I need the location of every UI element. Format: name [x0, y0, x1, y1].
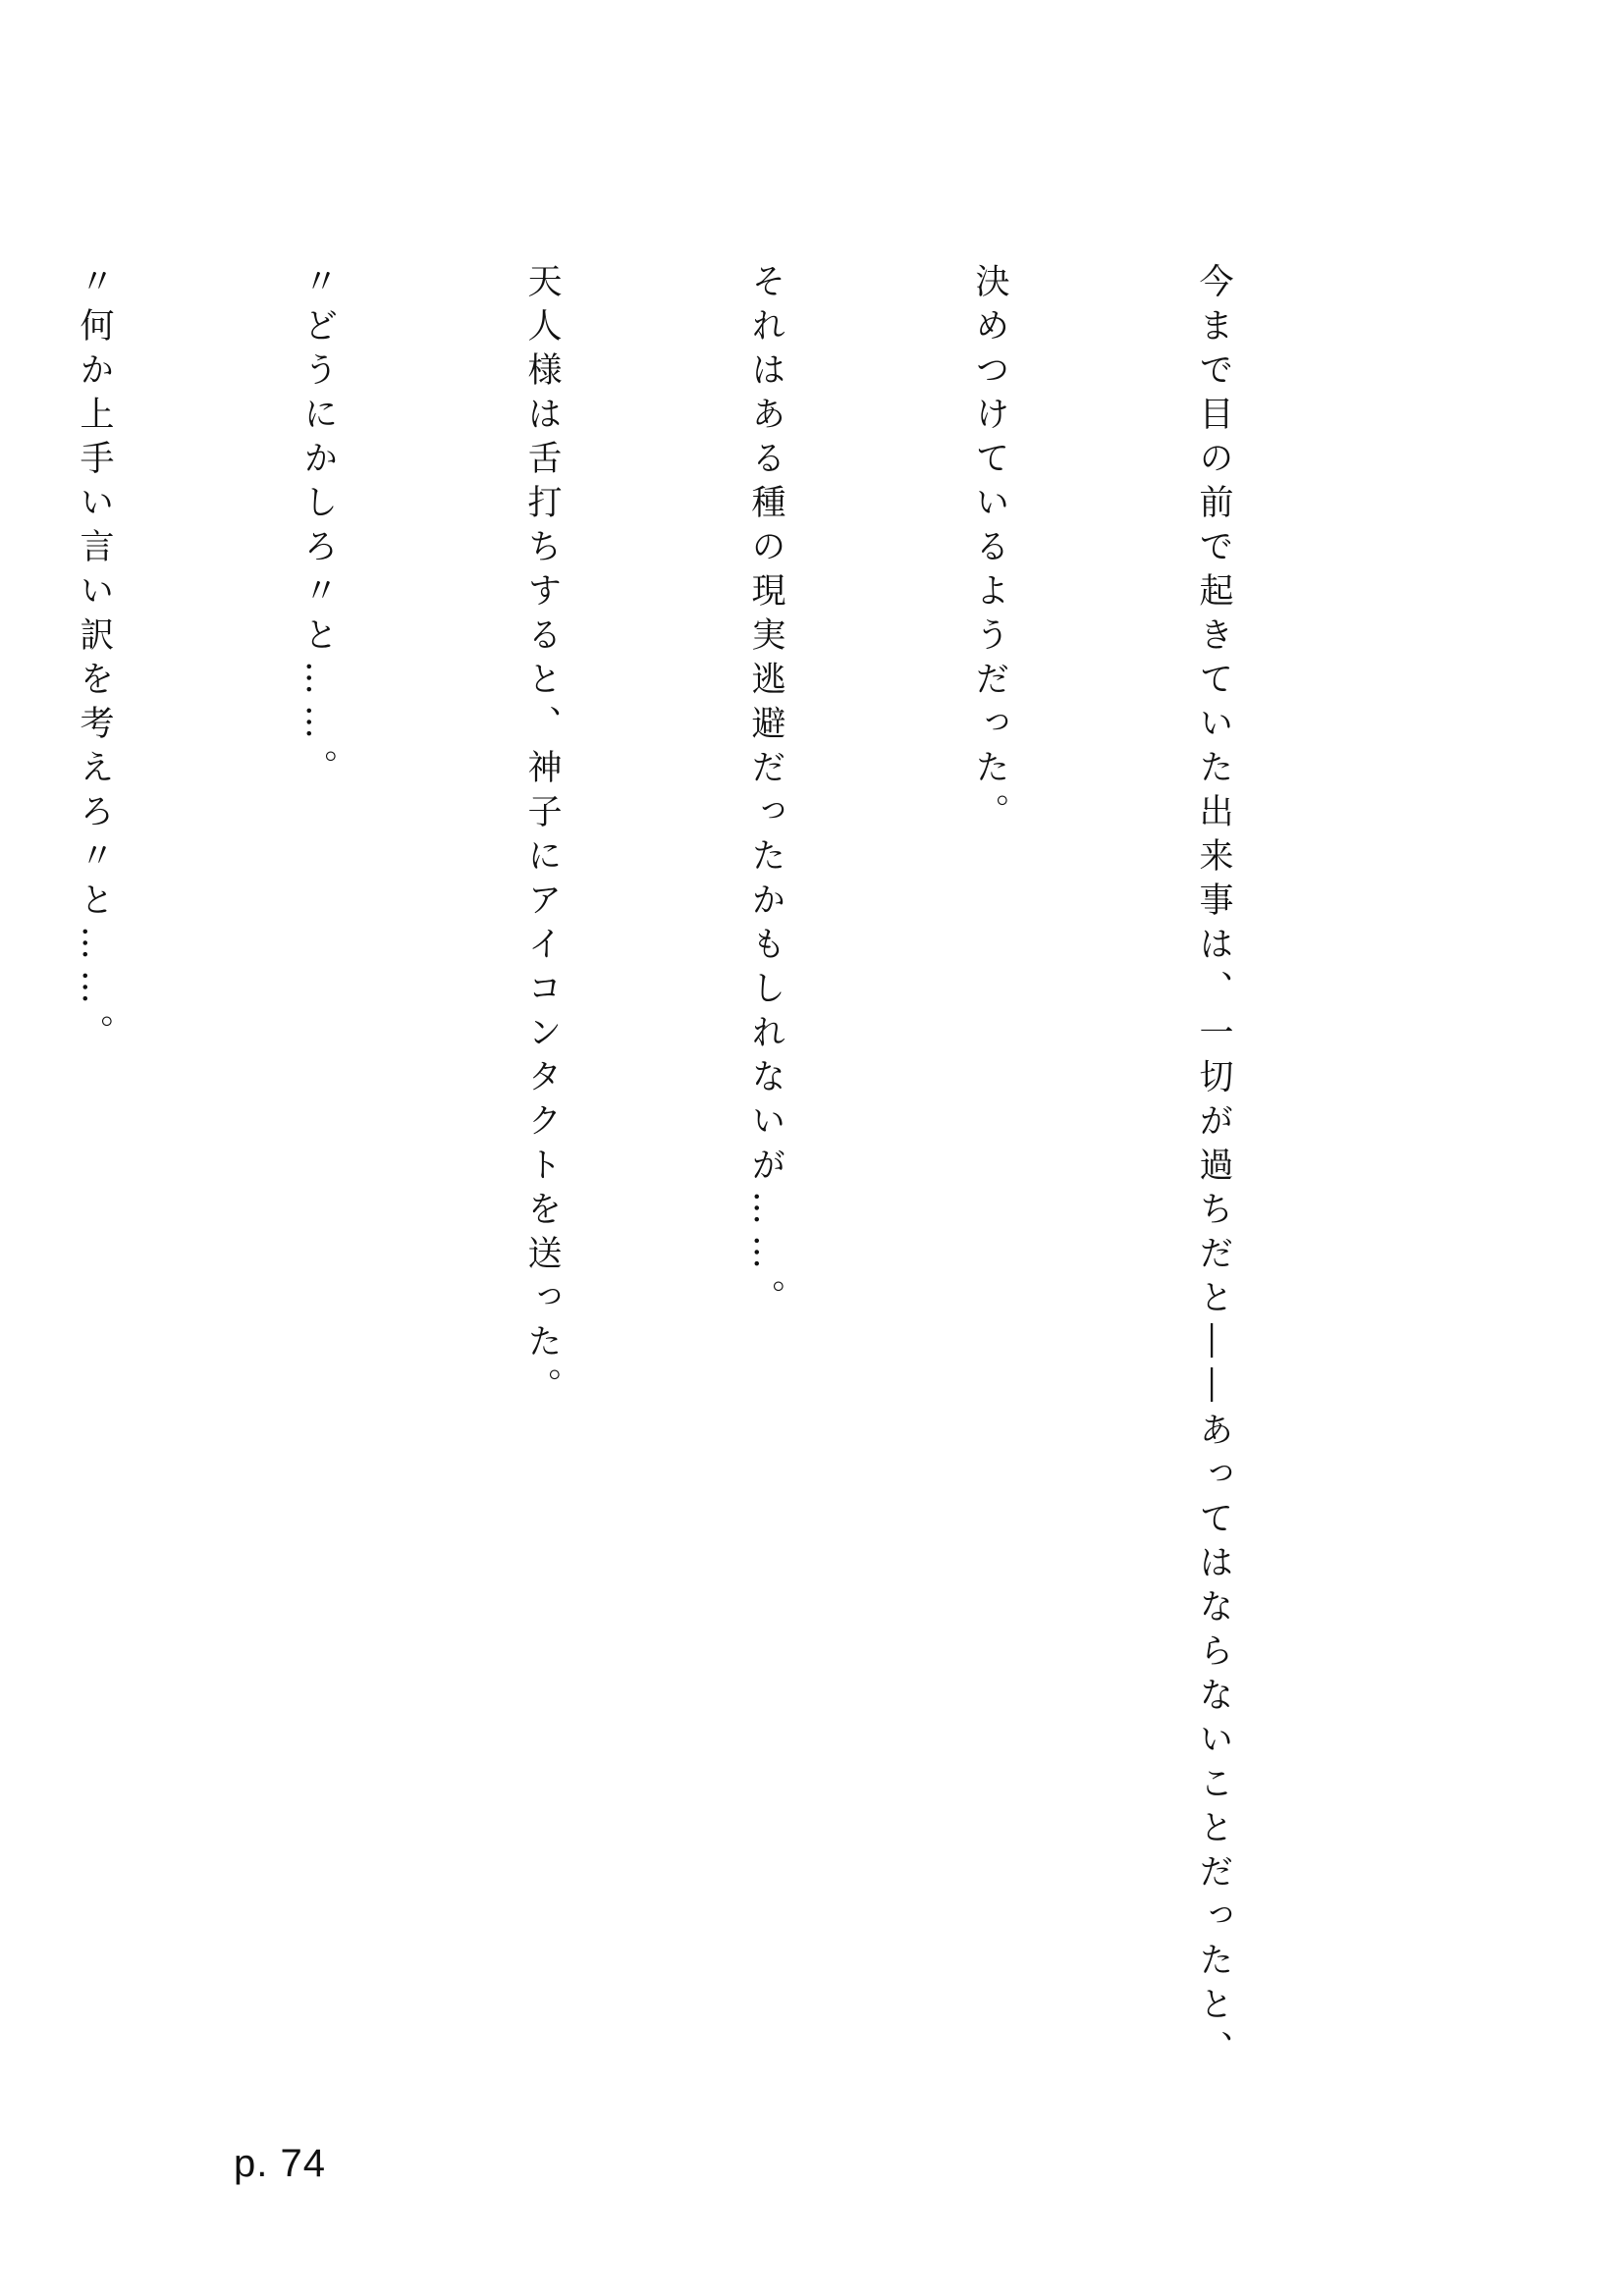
text-line: 〃何か上手い言い訳を考えろ〃と……。	[75, 263, 114, 1058]
text-line: 決めつけているようだった。	[970, 263, 1009, 837]
text-line: 〃どうにかしろ〃と……。	[298, 263, 338, 793]
text-line: それはある種の現実逃避だったかもしれないが……。	[746, 263, 785, 1323]
vertical-text-body	[0, 263, 1400, 2128]
text-line: 天人様は舌打ちすると、神子にアイコンタクトを送った。	[522, 263, 562, 1412]
text-line: 今まで目の前で起きていた出来事は、一切が過ちだと――あってはならないことだったと、	[1194, 263, 1233, 2074]
page-number: p. 74	[234, 2142, 326, 2185]
